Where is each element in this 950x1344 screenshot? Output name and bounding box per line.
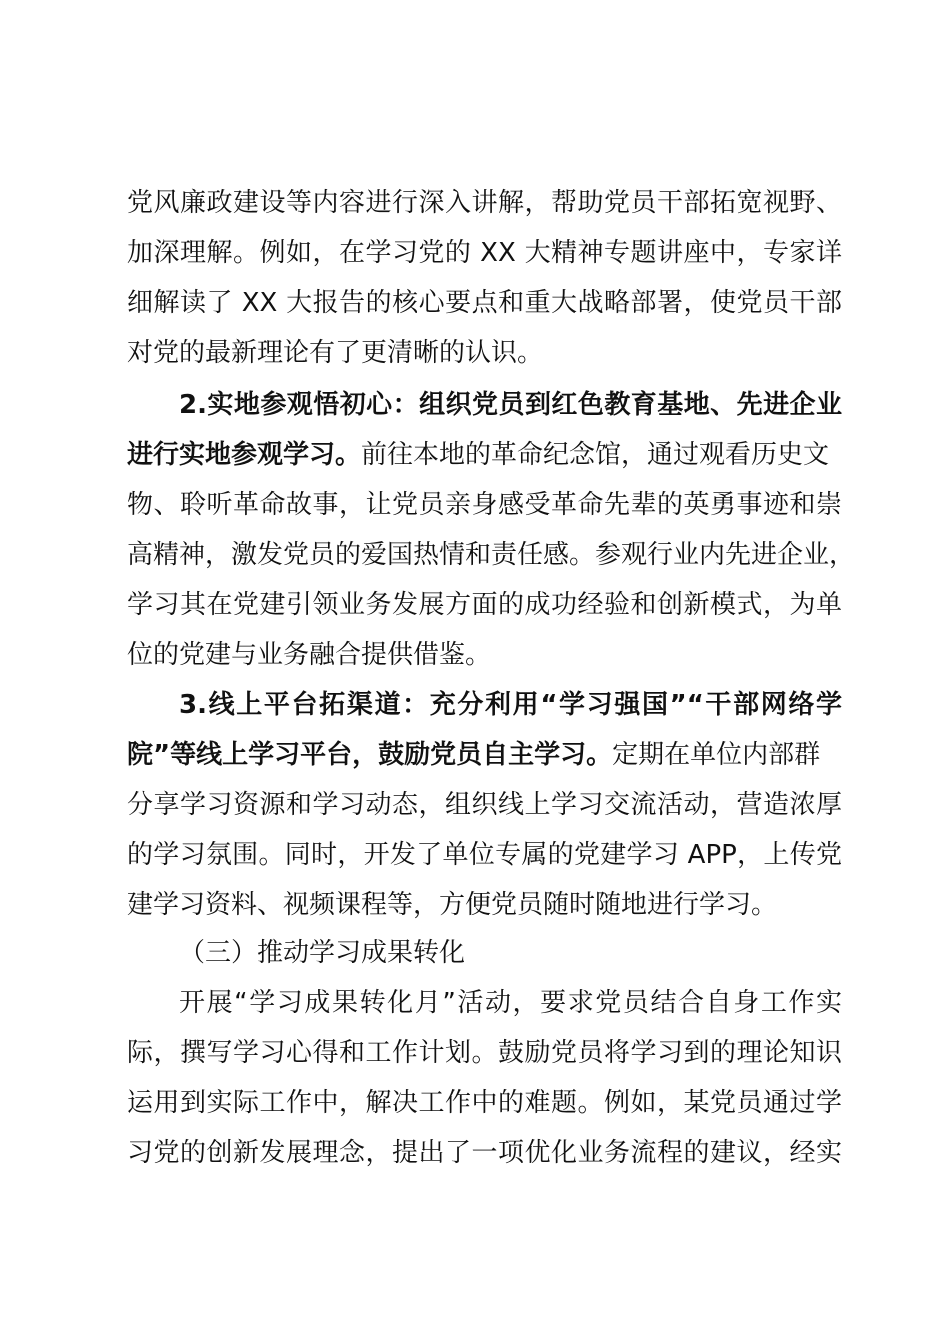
text-line: 对党的最新理论有了更清晰的认识。 bbox=[127, 338, 544, 368]
text-line: 位的党建与业务融合提供借鉴。 bbox=[127, 640, 492, 670]
text-line: 际，撰写学习心得和工作计划。鼓励党员将学习到的理论知识 bbox=[127, 1038, 842, 1068]
item-2-text: 前往本地的革命纪念馆，通过观看历史文 bbox=[361, 440, 830, 470]
text-line: 加深理解。例如，在学习党的 XX 大精神专题讲座中，专家详 bbox=[127, 238, 842, 268]
text-line: 物、聆听革命故事，让党员亲身感受革命先辈的英勇事迹和崇 bbox=[127, 490, 842, 520]
text-line: 的学习氛围。同时，开发了单位专属的党建学习 APP，上传党 bbox=[127, 840, 842, 870]
item-2-heading-continued: 进行实地参观学习。 bbox=[127, 440, 362, 470]
text-line: 学习其在党建引领业务发展方面的成功经验和创新模式，为单 bbox=[127, 590, 842, 620]
text-line: 习党的创新发展理念，提出了一项优化业务流程的建议，经实 bbox=[127, 1138, 842, 1168]
text-line bbox=[127, 730, 842, 780]
section-heading: （三）推动学习成果转化 bbox=[179, 938, 466, 968]
text-line: 分享学习资源和学习动态，组织线上学习交流活动，营造浓厚 bbox=[127, 790, 842, 820]
item-3-paragraph bbox=[127, 680, 842, 930]
text-line bbox=[127, 430, 842, 480]
item-2-heading: 2.实地参观悟初心：组织党员到红色教育基地、先进企业 bbox=[179, 390, 842, 420]
item-2-paragraph bbox=[127, 380, 856, 680]
item-3-heading-continued: 院”等线上学习平台，鼓励党员自主学习。 bbox=[127, 740, 613, 770]
text-line: 细解读了 XX 大报告的核心要点和重大战略部署，使党员干部 bbox=[127, 288, 842, 318]
text-line: 运用到实际工作中，解决工作中的难题。例如，某党员通过学 bbox=[127, 1088, 842, 1118]
text-line: 建学习资料、视频课程等，方便党员随时随地进行学习。 bbox=[127, 890, 778, 920]
paragraph-continuation bbox=[127, 178, 842, 378]
item-3-heading: 3.线上平台拓渠道：充分利用“学习强国”“干部网络学 bbox=[179, 690, 842, 720]
item-3-text: 定期在单位内部群 bbox=[612, 740, 821, 770]
text-line: 高精神，激发党员的爱国热情和责任感。参观行业内先进企业， bbox=[127, 540, 856, 570]
text-line: 开展“学习成果转化月”活动，要求党员结合自身工作实 bbox=[179, 988, 842, 1018]
text-line: 党风廉政建设等内容进行深入讲解，帮助党员干部拓宽视野、 bbox=[127, 188, 842, 218]
section-3 bbox=[127, 928, 842, 1178]
